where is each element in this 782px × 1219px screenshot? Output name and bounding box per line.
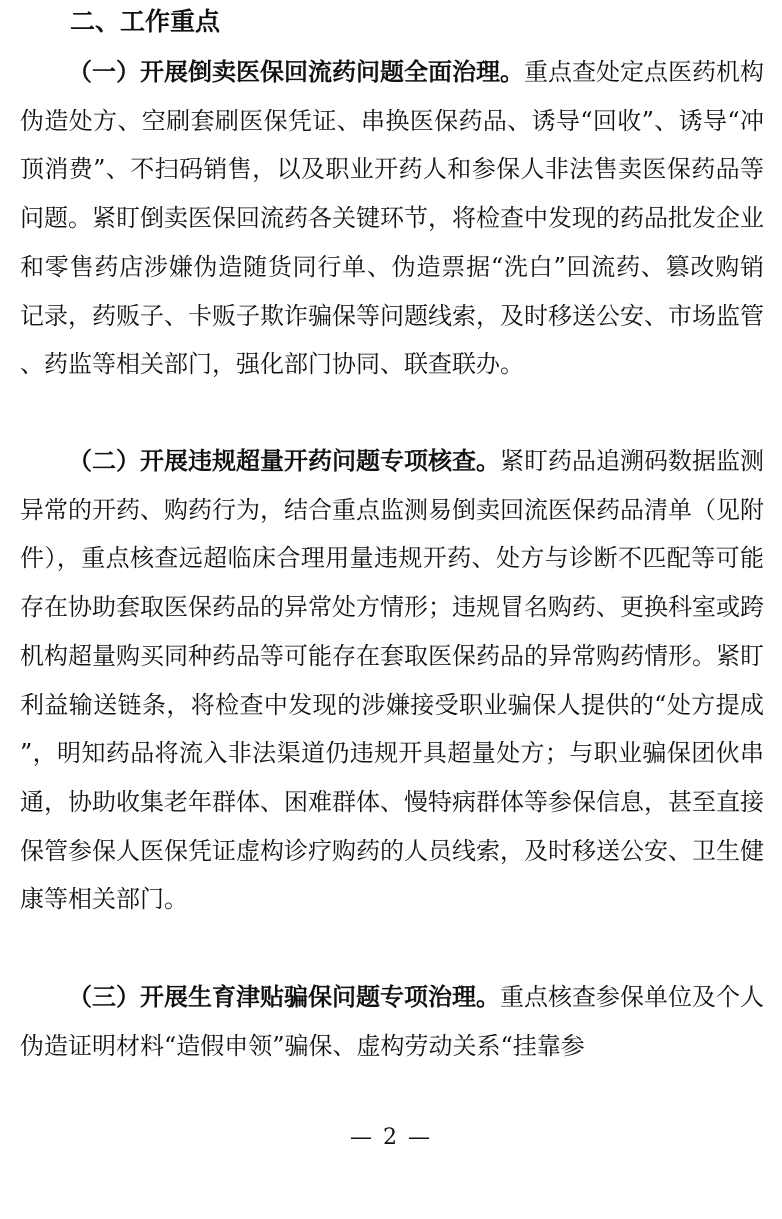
paragraph-1-body: 重点查处定点医药机构伪造处方、空刷套刷医保凭证、串换医保药品、诱导“回收”、诱导“冲顶消费”、不扫码销售，以及职业开药人和参保人非法售卖医保药品等问题。紧盯倒卖医保回流药各关键环节，将检查中发现的药品批发企业和零售药店涉嫌伪造随货同行单、伪造票据“洗白”回流药、篡改购销记录，药贩子、卡贩子欺诈骗保等问题线索，及时移送公安、市场监管、药监等相关部门，强化部门协同、联查联办。 (20, 58, 764, 379)
section-title: 二、工作重点 (70, 7, 221, 36)
paragraph-3-lead: （三）开展生育津贴骗保问题专项治理。 (68, 983, 500, 1011)
paragraph-3 (20, 973, 764, 1070)
paragraph-1 (20, 48, 764, 389)
paragraph-1-lead: （一）开展倒卖医保回流药问题全面治理。 (68, 58, 524, 86)
paragraph-3-body: 重点核查参保单位及个人伪造证明材料“造假申领”骗保、虚构劳动关系“挂靠参 (20, 983, 764, 1060)
paragraph-2 (20, 437, 764, 924)
page-number: — 2 — (350, 1125, 432, 1150)
paragraph-2-body: 紧盯药品追溯码数据监测异常的开药、购药行为，结合重点监测易倒卖回流医保药品清单（见附件），重点核查远超临床合理用量违规开药、处方与诊断不匹配等可能存在协助套取医保药品的异常处方情形；违规冒名购药、更换科室或跨机构超量购买同种药品等可能存在套取医保药品的异常购药情形。紧盯利益输送链条，将检查中发现的涉嫌接受职业骗保人提供的“处方提成”，明知药品将流入非法渠道仍违规开具超量处方；与职业骗保团伙串通，协助收集老年群体、困难群体、慢特病群体等参保信息，甚至直接保管参保人医保凭证虚构诊疗购药的人员线索，及时移送公安、卫生健康等相关部门。 (20, 447, 764, 914)
paragraph-2-lead: （二）开展违规超量开药问题专项核查。 (68, 447, 500, 475)
